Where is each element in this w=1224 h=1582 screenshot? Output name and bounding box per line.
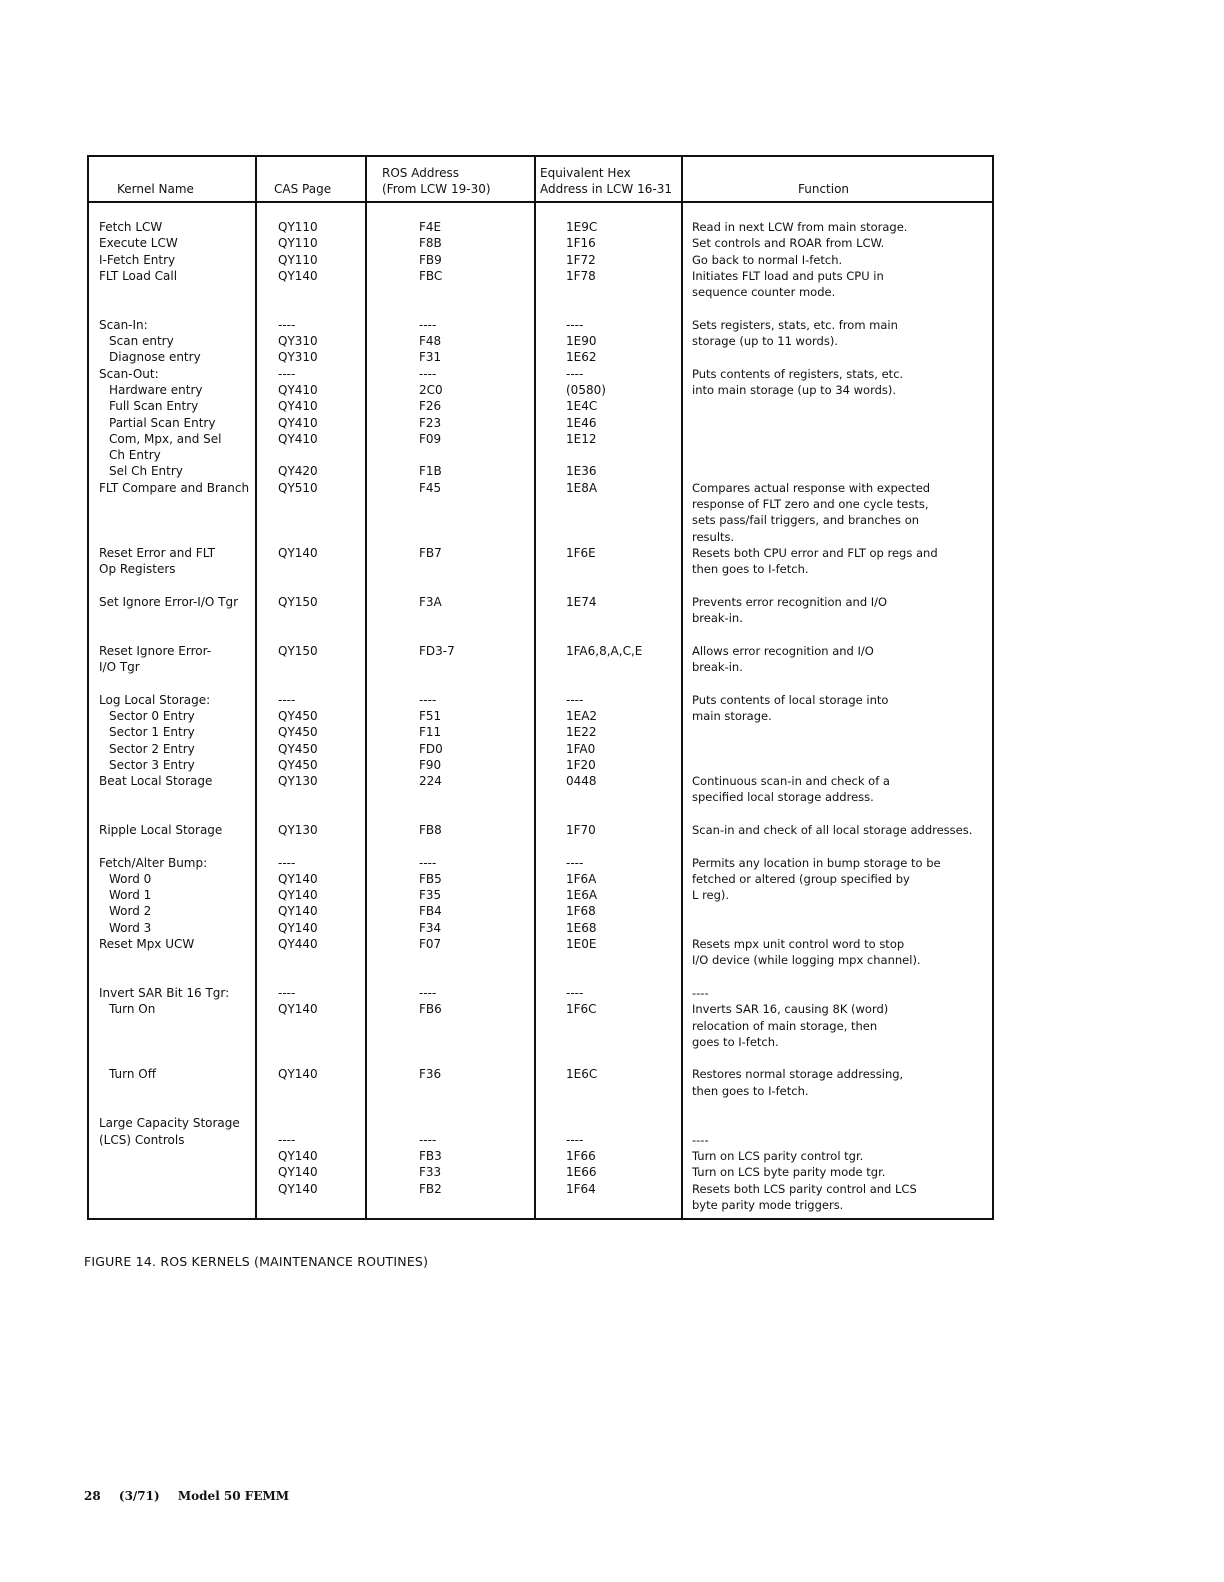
cas-page-cell: QY150	[278, 594, 318, 609]
cas-page-cell: ----	[278, 985, 296, 1000]
kernel-name-cell: Diagnose entry	[109, 350, 201, 365]
cas-page-cell: QY140	[278, 920, 318, 935]
table-row	[89, 317, 992, 333]
kernel-name-cell: Sector 0 Entry	[109, 708, 195, 723]
hex-address-cell: 1E68	[566, 920, 597, 935]
page-footer	[84, 1489, 303, 1503]
header-kernel-name: Kernel Name	[117, 182, 194, 196]
hex-address-cell: 1F6C	[566, 1002, 597, 1017]
ros-address-cell: F48	[419, 334, 442, 349]
ros-kernels-table	[87, 155, 994, 1220]
table-row	[89, 1066, 992, 1099]
hex-address-cell: 1E8A	[566, 480, 598, 495]
function-cell: Turn on LCS parity control tgr.	[692, 1148, 864, 1163]
function-cell: ----	[692, 985, 709, 1000]
hex-address-cell: 1EA2	[566, 708, 598, 723]
hex-address-cell: 1FA0	[566, 741, 596, 756]
kernel-name-cell: Invert SAR Bit 16 Tgr:	[99, 985, 230, 1000]
table-row	[89, 871, 992, 887]
table-row	[89, 757, 992, 773]
kernel-name-cell: Set Ignore Error-I/O Tgr	[99, 594, 239, 609]
hex-address-cell: 1E9C	[566, 220, 598, 234]
ros-address-cell: FB2	[419, 1181, 442, 1196]
table-row	[89, 252, 992, 268]
kernel-name-cell: Fetch/Alter Bump:	[99, 855, 208, 870]
kernel-name-cell: Com, Mpx, and Sel Ch Entry	[109, 431, 222, 463]
ros-address-cell: F1B	[419, 464, 442, 479]
table-body	[89, 219, 992, 1213]
kernel-name-cell: (LCS) Controls	[99, 1132, 185, 1147]
cas-page-cell: ----	[278, 317, 296, 332]
cas-page-cell: QY410	[278, 415, 318, 430]
ros-address-cell: FD3-7	[419, 643, 455, 658]
function-cell: Sets registers, stats, etc. from main	[692, 317, 898, 332]
cas-page-cell: QY140	[278, 1148, 318, 1163]
table-row	[89, 398, 992, 414]
function-cell: Compares actual response with expected response of FLT zero and one cycle tests, sets pass/fail triggers, and branches on results.	[692, 480, 931, 544]
function-cell: Resets both LCS parity control and LCS byte parity mode triggers.	[692, 1181, 917, 1212]
kernel-name-cell: Execute LCW	[99, 236, 178, 251]
hex-address-cell: 1F70	[566, 822, 596, 837]
kernel-name-cell: Turn On	[109, 1002, 156, 1017]
ros-address-cell: F09	[419, 431, 442, 446]
cas-page-cell: QY110	[278, 220, 318, 234]
kernel-name-cell: Turn Off	[109, 1067, 156, 1082]
ros-address-cell: F07	[419, 937, 442, 952]
manual-title: Model 50 FEMM	[177, 1489, 290, 1503]
cas-page-cell: ----	[278, 692, 296, 707]
hex-address-cell: 1E0E	[566, 937, 597, 952]
hex-address-cell: 1E74	[566, 594, 597, 609]
kernel-name-cell: Word 3	[109, 920, 152, 935]
hex-address-cell: ----	[566, 985, 584, 1000]
table-row	[89, 985, 992, 1001]
function-cell: Allows error recognition and I/O break-in.	[692, 643, 874, 675]
table-row	[89, 415, 992, 431]
row-spacer	[89, 969, 992, 985]
kernel-name-cell: Word 0	[109, 871, 152, 886]
function-cell: Initiates FLT load and puts CPU in sequence counter mode.	[692, 268, 884, 300]
hex-address-cell: ----	[566, 317, 584, 332]
kernel-name-cell: Reset Mpx UCW	[99, 937, 195, 952]
ros-address-cell: FBC	[419, 268, 443, 283]
table-row	[89, 1115, 992, 1131]
table-row	[89, 480, 992, 545]
cas-page-cell: QY140	[278, 904, 318, 919]
kernel-name-cell: Sector 3 Entry	[109, 757, 195, 772]
hex-address-cell: 1FA6,8,A,C,E	[566, 643, 643, 658]
table-row	[89, 708, 992, 724]
cas-page-cell: QY420	[278, 464, 318, 479]
cas-page-cell: QY510	[278, 480, 318, 495]
hex-address-cell: ----	[566, 855, 584, 870]
ros-address-cell: F8B	[419, 236, 442, 251]
header-equivalent-hex: Equivalent Hex	[540, 166, 631, 180]
hex-address-cell: 1F6E	[566, 545, 596, 560]
hex-address-cell: 1E22	[566, 725, 597, 740]
table-row	[89, 219, 992, 235]
table-row	[89, 1132, 992, 1148]
cas-page-cell: QY140	[278, 1165, 318, 1180]
row-spacer	[89, 838, 992, 854]
cas-page-cell: QY450	[278, 708, 318, 723]
function-cell: Restores normal storage addressing, then goes to I-fetch.	[692, 1067, 904, 1098]
ros-address-cell: FB9	[419, 252, 442, 267]
ros-address-cell: FB8	[419, 822, 442, 837]
header-ros-address: ROS Address	[382, 166, 460, 180]
function-cell: Resets both CPU error and FLT op regs and then goes to I-fetch.	[692, 545, 938, 577]
kernel-name-cell: Sel Ch Entry	[109, 464, 183, 479]
header-divider	[89, 201, 992, 203]
table-row	[89, 235, 992, 251]
table-row	[89, 545, 992, 578]
hex-address-cell: ----	[566, 366, 584, 381]
kernel-name-cell: Log Local Storage:	[99, 692, 211, 707]
kernel-name-cell: Beat Local Storage	[99, 774, 213, 789]
hex-address-cell: 1F68	[566, 904, 596, 919]
ros-address-cell: ----	[419, 855, 437, 870]
ros-address-cell: F4E	[419, 220, 442, 234]
kernel-name-cell: Large Capacity Storage	[99, 1116, 240, 1131]
kernel-name-cell: Word 1	[109, 888, 152, 903]
revision-date: (3/71)	[118, 1489, 160, 1503]
table-row	[89, 724, 992, 740]
hex-address-cell: 1E12	[566, 431, 597, 446]
table-row	[89, 855, 992, 871]
hex-address-cell: 1E90	[566, 334, 597, 349]
kernel-name-cell: I-Fetch Entry	[99, 252, 176, 267]
hex-address-cell: 1F16	[566, 236, 596, 251]
hex-address-cell: 1F20	[566, 757, 596, 772]
ros-address-cell: F45	[419, 480, 442, 495]
table-row	[89, 366, 992, 382]
ros-address-cell: F26	[419, 399, 442, 414]
ros-address-cell: FB6	[419, 1002, 442, 1017]
ros-address-cell: FB3	[419, 1148, 442, 1163]
table-row	[89, 1181, 992, 1214]
ros-address-cell: FB5	[419, 871, 442, 886]
hex-address-cell: 1E62	[566, 350, 597, 365]
ros-address-cell: F23	[419, 415, 442, 430]
table-row	[89, 822, 992, 838]
ros-address-cell: ----	[419, 1132, 437, 1147]
kernel-name-cell: Fetch LCW	[99, 220, 163, 234]
kernel-name-cell: Scan entry	[109, 334, 174, 349]
ros-address-cell: F31	[419, 350, 442, 365]
table-row	[89, 431, 992, 464]
table-row	[89, 936, 992, 969]
ros-address-cell: ----	[419, 317, 437, 332]
hex-address-cell: 1F72	[566, 252, 596, 267]
function-cell: main storage.	[692, 708, 772, 723]
cas-page-cell: QY140	[278, 268, 318, 283]
function-cell: fetched or altered (group specified by	[692, 871, 910, 886]
table-row	[89, 382, 992, 398]
table-row	[89, 333, 992, 349]
cas-page-cell: QY110	[278, 236, 318, 251]
kernel-name-cell: Scan-In:	[99, 317, 148, 332]
cas-page-cell: QY140	[278, 545, 318, 560]
kernel-name-cell: Sector 1 Entry	[109, 725, 195, 740]
kernel-name-cell: FLT Compare and Branch	[99, 480, 250, 495]
cas-page-cell: ----	[278, 855, 296, 870]
function-cell: Puts contents of registers, stats, etc.	[692, 366, 904, 381]
function-cell: Continuous scan-in and check of a specified local storage address.	[692, 774, 890, 805]
ros-address-cell: F36	[419, 1067, 442, 1082]
function-cell: storage (up to 11 words).	[692, 334, 838, 349]
ros-address-cell: FB4	[419, 904, 442, 919]
cas-page-cell: QY110	[278, 252, 318, 267]
hex-address-cell: 1F78	[566, 268, 596, 283]
cas-page-cell: QY150	[278, 643, 318, 658]
kernel-name-cell: Word 2	[109, 904, 152, 919]
hex-address-cell: 1E6A	[566, 888, 598, 903]
ros-address-cell: ----	[419, 985, 437, 1000]
kernel-name-cell: Scan-Out:	[99, 366, 159, 381]
function-cell: Permits any location in bump storage to be	[692, 855, 941, 870]
ros-address-cell: ----	[419, 366, 437, 381]
ros-address-cell: ----	[419, 692, 437, 707]
function-cell: Inverts SAR 16, causing 8K (word) relocation of main storage, then goes to I-fetch.	[692, 1002, 889, 1049]
cas-page-cell: QY140	[278, 871, 318, 886]
ros-address-cell: F34	[419, 920, 442, 935]
cas-page-cell: QY410	[278, 431, 318, 446]
header-function: Function	[798, 182, 850, 196]
function-cell: Turn on LCS byte parity mode tgr.	[692, 1165, 886, 1180]
cas-page-cell: QY310	[278, 334, 318, 349]
row-spacer	[89, 675, 992, 691]
page-number: 28	[84, 1489, 101, 1503]
cas-page-cell: QY130	[278, 774, 318, 789]
table-row	[89, 1164, 992, 1180]
table-row	[89, 741, 992, 757]
kernel-name-cell: Partial Scan Entry	[109, 415, 216, 430]
cas-page-cell: QY450	[278, 757, 318, 772]
hex-address-cell: 1E36	[566, 464, 597, 479]
kernel-name-cell: Reset Ignore Error- I/O Tgr	[99, 643, 212, 675]
hex-address-cell: 1F6A	[566, 871, 597, 886]
table-row	[89, 1148, 992, 1164]
function-cell: Scan-in and check of all local storage addresses.	[692, 822, 973, 837]
ros-address-cell: F3A	[419, 594, 442, 609]
kernel-name-cell: Ripple Local Storage	[99, 822, 223, 837]
table-row	[89, 773, 992, 806]
cas-page-cell: QY440	[278, 937, 318, 952]
ros-address-cell: 224	[419, 774, 442, 789]
kernel-name-cell: Reset Error and FLT Op Registers	[99, 545, 216, 577]
function-cell: Resets mpx unit control word to stop I/O device (while logging mpx channel).	[692, 937, 921, 968]
cas-page-cell: QY140	[278, 1181, 318, 1196]
row-spacer	[89, 578, 992, 594]
hex-address-cell: 1E6C	[566, 1067, 598, 1082]
hex-address-cell: 1E46	[566, 415, 597, 430]
row-spacer	[89, 1050, 992, 1066]
ros-address-cell: F90	[419, 757, 442, 772]
ros-address-cell: F33	[419, 1165, 442, 1180]
table-row	[89, 903, 992, 919]
ros-address-cell: F11	[419, 725, 442, 740]
header-ros-address-sub: (From LCW 19-30)	[382, 182, 491, 196]
function-cell: ----	[692, 1132, 709, 1147]
table-row	[89, 920, 992, 936]
table-row	[89, 887, 992, 903]
row-spacer	[89, 300, 992, 316]
function-cell: Read in next LCW from main storage.	[692, 220, 908, 234]
cas-page-cell: QY140	[278, 1002, 318, 1017]
figure-caption: FIGURE 14. ROS KERNELS (MAINTENANCE ROUTINES)	[84, 1254, 429, 1269]
table-row	[89, 268, 992, 301]
ros-address-cell: 2C0	[419, 382, 443, 397]
table-row	[89, 463, 992, 479]
hex-address-cell: ----	[566, 1132, 584, 1147]
kernel-name-cell: Sector 2 Entry	[109, 741, 195, 756]
cas-page-cell: QY140	[278, 888, 318, 903]
cas-page-cell: QY450	[278, 725, 318, 740]
hex-address-cell: 1E4C	[566, 399, 598, 414]
cas-page-cell: QY410	[278, 399, 318, 414]
table-row	[89, 643, 992, 676]
cas-page-cell: QY310	[278, 350, 318, 365]
table-row	[89, 1001, 992, 1050]
cas-page-cell: QY450	[278, 741, 318, 756]
hex-address-cell: 1E66	[566, 1165, 597, 1180]
table-row	[89, 594, 992, 627]
ros-address-cell: F35	[419, 888, 442, 903]
function-cell: into main storage (up to 34 words).	[692, 382, 897, 397]
ros-address-cell: FD0	[419, 741, 443, 756]
kernel-name-cell: FLT Load Call	[99, 268, 178, 283]
hex-address-cell: 0448	[566, 774, 597, 789]
hex-address-cell: ----	[566, 692, 584, 707]
kernel-name-cell: Full Scan Entry	[109, 399, 199, 414]
function-cell: Go back to normal I-fetch.	[692, 252, 843, 267]
cas-page-cell: ----	[278, 1132, 296, 1147]
row-spacer	[89, 626, 992, 642]
function-cell: Set controls and ROAR from LCW.	[692, 236, 885, 251]
row-spacer	[89, 806, 992, 822]
table-row	[89, 349, 992, 365]
cas-page-cell: QY410	[278, 382, 318, 397]
function-cell: Prevents error recognition and I/O break-in.	[692, 594, 888, 626]
header-equivalent-hex-sub: Address in LCW 16-31	[540, 182, 672, 196]
ros-address-cell: F51	[419, 708, 442, 723]
cas-page-cell: QY130	[278, 822, 318, 837]
table-row	[89, 692, 992, 708]
hex-address-cell: 1F64	[566, 1181, 596, 1196]
cas-page-cell: ----	[278, 366, 296, 381]
hex-address-cell: 1F66	[566, 1148, 596, 1163]
ros-address-cell: FB7	[419, 545, 442, 560]
function-cell: Puts contents of local storage into	[692, 692, 889, 707]
cas-page-cell: QY140	[278, 1067, 318, 1082]
hex-address-cell: (0580)	[566, 382, 606, 397]
kernel-name-cell: Hardware entry	[109, 382, 203, 397]
header-cas-page: CAS Page	[274, 182, 332, 196]
function-cell: L reg).	[692, 888, 730, 903]
row-spacer	[89, 1099, 992, 1115]
